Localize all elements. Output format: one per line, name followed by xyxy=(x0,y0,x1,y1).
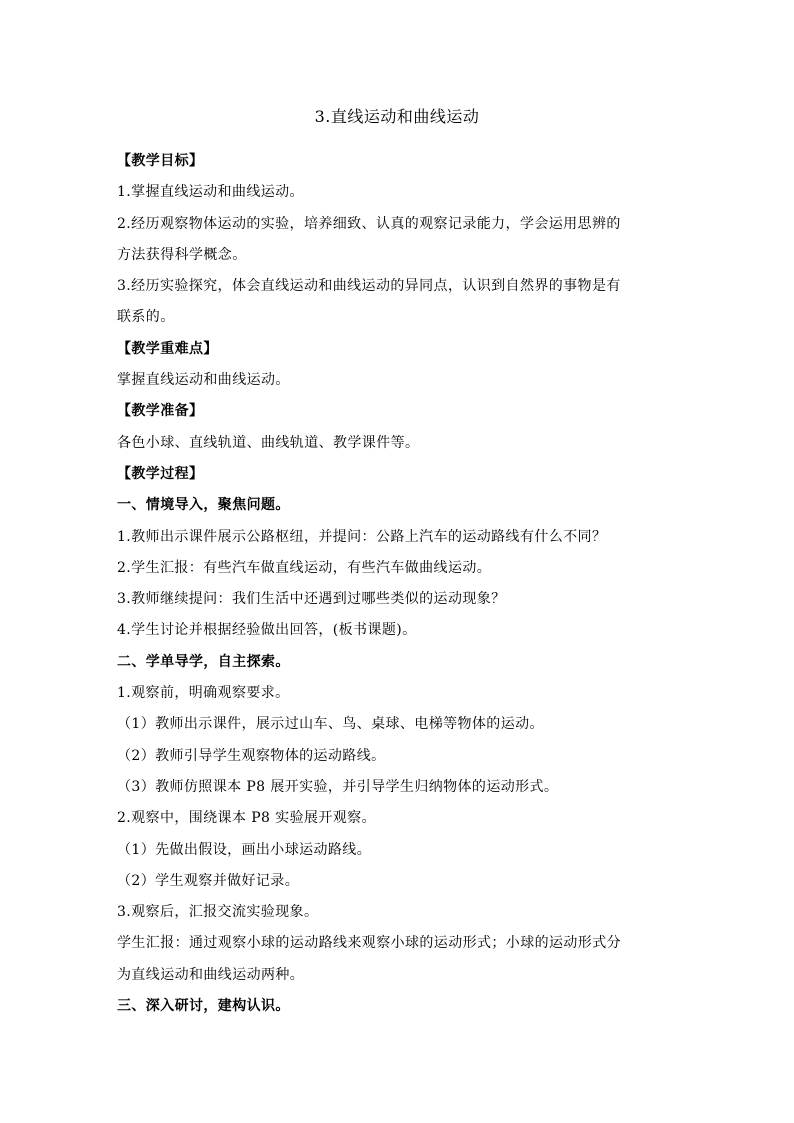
paragraph-line: 学生汇报：通过观察小球的运动路线来观察小球的运动形式；小球的运动形式分 xyxy=(117,935,621,952)
paragraph-line: 2.学生汇报：有些汽车做直线运动，有些汽车做曲线运动。 xyxy=(117,559,492,576)
section-heading-process: 【教学过程】 xyxy=(117,465,204,482)
paragraph-line: 2.观察中，围绕课本 P8 实验展开观察。 xyxy=(117,810,376,827)
page-title: 3.直线运动和曲线运动 xyxy=(314,107,480,126)
subsection-heading: 二、学单导学，自主探索。 xyxy=(117,653,290,670)
paragraph-line: 4.学生讨论并根据经验做出回答，(板书课题)。 xyxy=(117,622,417,639)
paragraph-line: 1.掌握直线运动和曲线运动。 xyxy=(117,184,304,201)
section-heading-objectives: 【教学目标】 xyxy=(117,153,204,169)
paragraph-line: 2.经历观察物体运动的实验，培养细致、认真的观察记录能力，学会运用思辨的 xyxy=(117,215,621,232)
paragraph-line: 联系的。 xyxy=(117,309,175,326)
paragraph-line: 3.教师继续提问：我们生活中还遇到过哪些类似的运动现象？ xyxy=(117,591,506,608)
subsection-heading: 一、情境导入，聚焦问题。 xyxy=(117,497,290,514)
section-heading-key-points: 【教学重难点】 xyxy=(117,340,218,357)
paragraph-line: （1）教师出示课件，展示过山车、鸟、桌球、电梯等物体的运动。 xyxy=(117,716,544,733)
paragraph-line: （1）先做出假设，画出小球运动路线。 xyxy=(117,841,372,858)
paragraph-line: 1.教师出示课件展示公路枢纽，并提问：公路上汽车的运动路线有什么不同？ xyxy=(117,528,607,545)
paragraph-line: 3.观察后，汇报交流实验现象。 xyxy=(117,904,319,921)
subsection-heading: 三、深入研讨，建构认识。 xyxy=(117,998,290,1015)
paragraph-line: （3）教师仿照课本 P8 展开实验，并引导学生归纳物体的运动形式。 xyxy=(117,778,559,795)
paragraph-line: （2）学生观察并做好记录。 xyxy=(117,872,300,889)
paragraph-line: 3.经历实验探究，体会直线运动和曲线运动的异同点，认识到自然界的事物是有 xyxy=(117,278,621,295)
document-body xyxy=(117,146,682,1022)
paragraph-line: （2）教师引导学生观察物体的运动路线。 xyxy=(117,747,386,764)
paragraph-line: 掌握直线运动和曲线运动。 xyxy=(117,372,290,389)
section-heading-preparation: 【教学准备】 xyxy=(117,403,204,420)
paragraph-line: 为直线运动和曲线运动两种。 xyxy=(117,966,305,983)
paragraph-line: 1.观察前，明确观察要求。 xyxy=(117,685,290,702)
paragraph-line: 各色小球、直线轨道、曲线轨道、教学课件等。 xyxy=(117,434,420,451)
paragraph-line: 方法获得科学概念。 xyxy=(117,246,247,263)
